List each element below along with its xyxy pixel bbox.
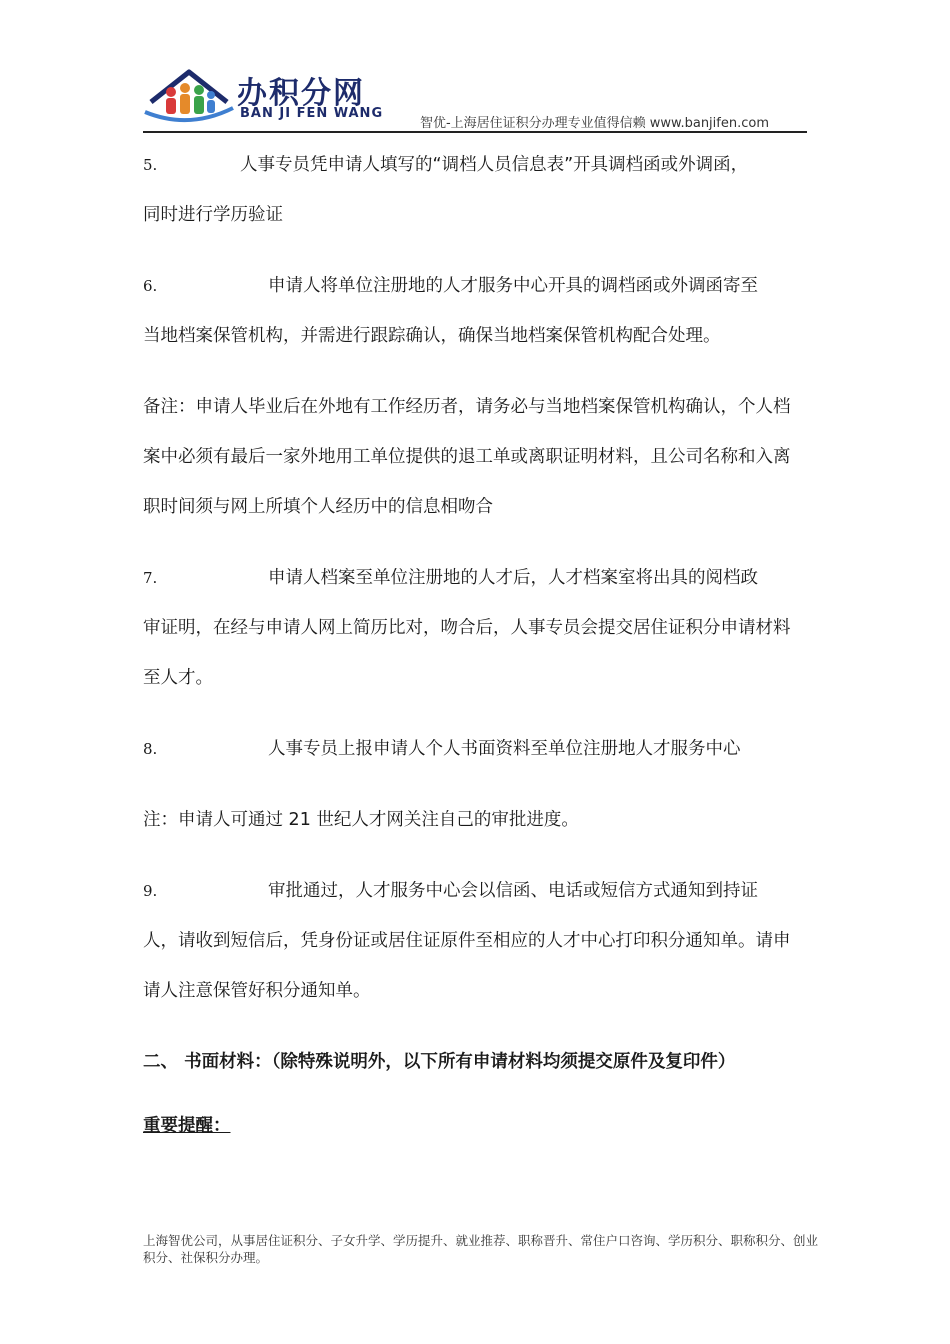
step-number: 6. xyxy=(143,277,158,295)
step-text: 人事专员凭申请人填写的“调档人员信息表”开具调档函或外调函， xyxy=(240,155,749,175)
step-number: 5. xyxy=(143,156,158,174)
step-text-continued: 审证明，在经与申请人网上简历比对，吻合后，人事专员会提交居住证积分申请材料至人才。 xyxy=(143,618,791,688)
header-tagline: 智优-上海居住证积分办理专业值得信赖 www.banjifen.com xyxy=(419,116,769,131)
step-text-continued: 同时进行学历验证 xyxy=(143,205,283,225)
step-text: 人事专员上报申请人个人书面资料至单位注册地人才服务中心 xyxy=(268,739,741,759)
logo-english-title: BAN JI FEN WANG xyxy=(240,106,384,121)
step-number: 9. xyxy=(143,882,158,900)
step-text: 申请人将单位注册地的人才服务中心开具的调档函或外调函寄至 xyxy=(268,276,758,296)
section-heading: 二、 书面材料：（除特殊说明外，以下所有申请材料均须提交原件及复印件） xyxy=(143,1052,736,1072)
page-header xyxy=(143,62,807,132)
step-number: 7. xyxy=(143,569,158,587)
company-logo[interactable] xyxy=(143,62,383,126)
step-7 xyxy=(143,553,807,703)
step-9 xyxy=(143,866,807,1016)
step-text: 申请人档案至单位注册地的人才后，人才档案室将出具的阅档政 xyxy=(268,568,758,588)
reminder-heading xyxy=(143,1101,807,1151)
note-paragraph: 备注：申请人毕业后在外地有工作经历者，请务必与当地档案保管机构确认，个人档案中必须有最后一家外地用工单位提供的退工单或离职证明材料，且公司名称和入离职时间须与网上所填个人经历中的信息相吻合 xyxy=(143,397,791,517)
document-body xyxy=(143,140,807,1151)
house-people-logo-icon xyxy=(143,62,235,126)
step-6 xyxy=(143,261,807,361)
step-number: 8. xyxy=(143,740,158,758)
step-8 xyxy=(143,724,807,774)
step-5 xyxy=(143,140,807,240)
page-footer: 上海智优公司，从事居住证积分、子女升学、学历提升、就业推荐、职称晋升、常住户口咨询、学历积分、职称积分、创业积分、社保积分办理。 xyxy=(143,1233,819,1265)
logo-chinese-title: 办积分网 xyxy=(237,76,365,111)
header-divider xyxy=(143,131,807,133)
reminder-text: 重要提醒： xyxy=(143,1116,231,1136)
step-text-continued: 当地档案保管机构，并需进行跟踪确认，确保当地档案保管机构配合处理。 xyxy=(143,326,721,346)
step-text-continued: 人，请收到短信后，凭身份证或居住证原件至相应的人才中心打印积分通知单。请申请人注意保管好积分通知单。 xyxy=(143,931,791,1001)
progress-note: 注：申请人可通过 21 世纪人才网关注自己的审批进度。 xyxy=(143,810,579,830)
step-text: 审批通过，人才服务中心会以信函、电话或短信方式通知到持证 xyxy=(268,881,758,901)
